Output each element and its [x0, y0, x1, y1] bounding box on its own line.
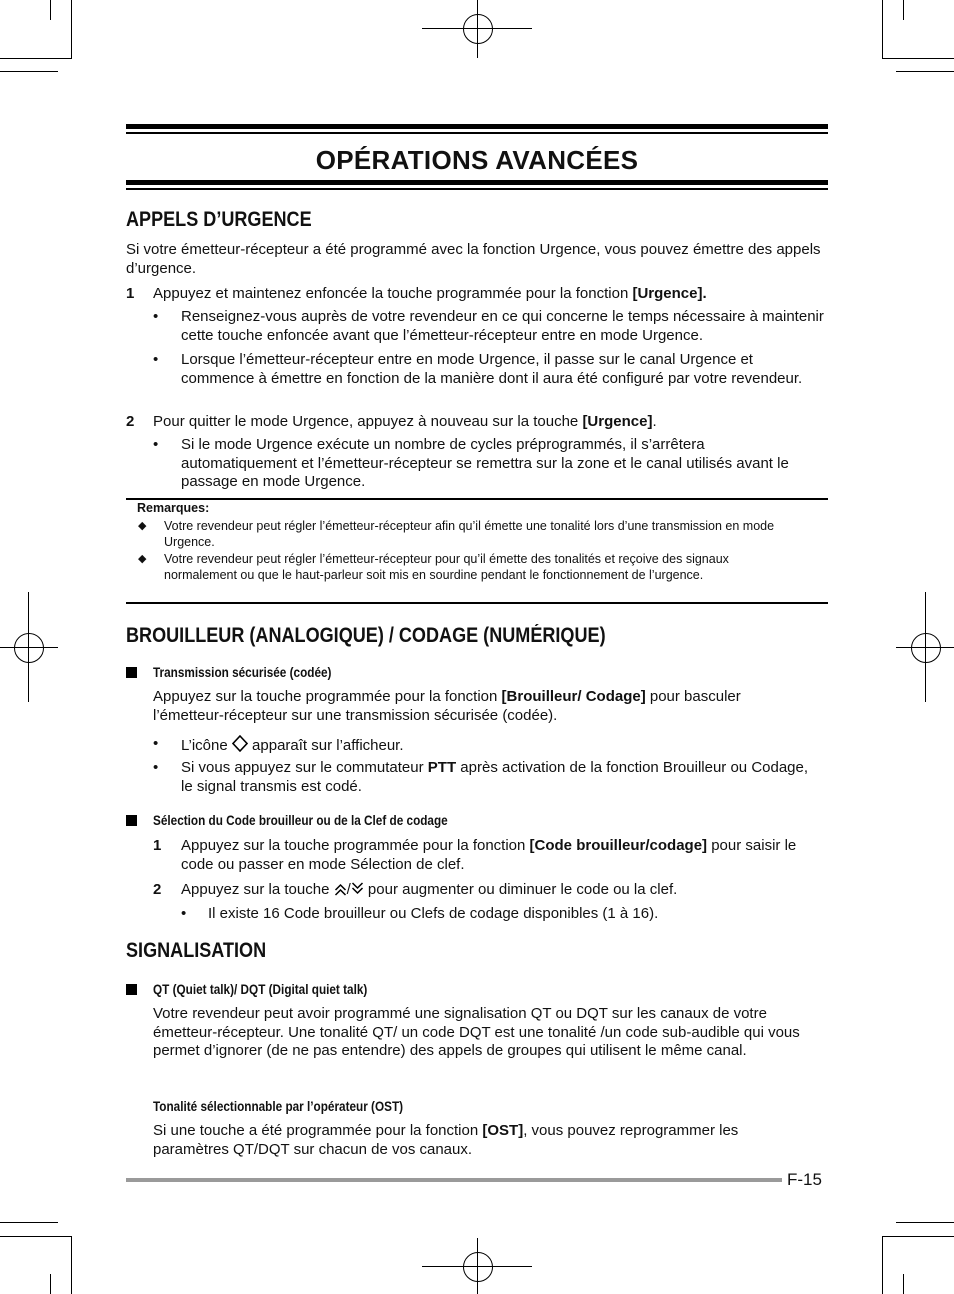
- crop-mark-bottom-left-h: [0, 1222, 58, 1223]
- bullet-glyph: •: [181, 905, 187, 922]
- remarques-note2: Votre revendeur peut régler l’émetteur-récepteur pour qu’il émette des tonalités et reçoive des signaux normalement ou que le haut-parleur soit mis en sourdine pendant le fonctionnement de l’urgence.: [164, 552, 729, 582]
- registration-mark-bottom: [463, 1252, 493, 1282]
- brouilleur-bullet-ptt-a: Si vous appuyez sur le commutateur: [181, 759, 428, 776]
- bullet-glyph: •: [153, 759, 159, 776]
- brouilleur-bullet-icon-a: L’icône: [181, 737, 232, 754]
- ost-text-b: , vous pouvez reprogrammer les paramètres QT/DQT sur chacun de vos canaux.: [153, 1122, 739, 1158]
- crop-mark-top-right-v2: [903, 0, 904, 20]
- up-arrow-key-icon: [334, 882, 347, 902]
- square-bullet: [126, 667, 137, 678]
- crop-mark-top-left-h2: [0, 58, 72, 59]
- crop-mark-top-right-h2: [882, 58, 954, 59]
- brouilleur-step2-number: 2: [153, 881, 162, 898]
- ost-heading: Tonalité sélectionnable par l’opérateur (OST): [153, 1098, 404, 1114]
- scrambler-diamond-icon: [232, 735, 248, 758]
- brouilleur-step2-sep: /: [346, 881, 351, 898]
- crop-mark-bottom-right-h: [896, 1222, 954, 1223]
- registration-mark-top: [463, 14, 493, 44]
- brouilleur-bullet-ptt: [181, 759, 811, 796]
- section-heading-signalisation: SIGNALISATION: [126, 939, 267, 962]
- registration-mark-left: [14, 633, 44, 663]
- title-rule-bottom-thin: [126, 188, 828, 190]
- urgence-step2-key: [Urgence]: [582, 413, 653, 430]
- urgence-step1-bullet2: Lorsque l’émetteur-récepteur entre en mode Urgence, il passe sur le canal Urgence et commence à émettre en fonction de la manière dont il aura été configuré par votre revendeur.: [181, 351, 803, 387]
- brouilleur-bullet-icon: [181, 735, 781, 758]
- crop-mark-top-right-v: [882, 0, 883, 58]
- brouilleur-sub1-text-b: pour basculer l’émetteur-récepteur sur une transmission sécurisée (codée).: [153, 688, 741, 724]
- crop-mark-top-left-v: [71, 0, 72, 58]
- section-heading-urgence: APPELS D’URGENCE: [126, 208, 312, 231]
- remarques-note1: Votre revendeur peut régler l’émetteur-récepteur afin qu’il émette une tonalité lors d’une transmission en mode Urgence.: [164, 519, 775, 549]
- brouilleur-sub1-key: [Brouilleur/ Codage]: [501, 688, 646, 705]
- remarques-rule-top: [126, 498, 828, 500]
- remarques-label: Remarques:: [137, 501, 210, 515]
- crop-mark-bottom-right-v: [882, 1236, 883, 1294]
- brouilleur-step1-b: pour saisir le code ou passer en mode Sélection de clef.: [181, 837, 797, 873]
- bullet-glyph: •: [153, 308, 159, 325]
- crop-mark-bottom-right-v2: [903, 1274, 904, 1294]
- bullet-glyph: •: [153, 735, 159, 752]
- crop-mark-top-left-v2: [50, 0, 51, 20]
- brouilleur-sub2-heading: Sélection du Code brouilleur ou de la Clef de codage: [153, 812, 448, 828]
- urgence-step2-text: Pour quitter le mode Urgence, appuyez à nouveau sur la touche: [153, 413, 583, 430]
- signalisation-sub1-text: Votre revendeur peut avoir programmé une signalisation QT ou DQT sur les canaux de votre émetteur-récepteur. Une tonalité QT/ un code DQT est une tonalité /un code sub-audible qui vous permet d’ignorer (de ne pas entendre) des appels de groupes qui utilisent le même canal.: [153, 1005, 800, 1059]
- brouilleur-step1-key: [Code brouilleur/codage]: [529, 837, 708, 854]
- urgence-step1: [153, 285, 833, 304]
- footer-rule: [126, 1178, 782, 1182]
- brouilleur-sub1-text-a: Appuyez sur la touche programmée pour la fonction: [153, 688, 502, 705]
- crop-mark-bottom-left-h2: [0, 1236, 72, 1237]
- title-rule-top-thick: [126, 124, 828, 129]
- brouilleur-step2: [181, 881, 821, 902]
- urgence-intro: Si votre émetteur-récepteur a été programmé avec la fonction Urgence, vous pouvez émettre des appels d’urgence.: [126, 241, 821, 277]
- title-rule-top-thin: [126, 132, 828, 134]
- crop-mark-top-left-h: [0, 71, 58, 72]
- square-bullet: [126, 815, 137, 826]
- crop-mark-bottom-left-v2: [50, 1274, 51, 1294]
- urgence-step2-end: .: [652, 413, 657, 430]
- brouilleur-sub1-text: [153, 688, 813, 725]
- urgence-step2: [153, 413, 833, 432]
- bullet-glyph: •: [153, 436, 159, 453]
- brouilleur-step1-a: Appuyez sur la touche programmée pour la fonction: [181, 837, 530, 854]
- brouilleur-step1: [181, 837, 811, 874]
- urgence-step2-bullet1: Si le mode Urgence exécute un nombre de cycles préprogrammés, il s’arrêtera automatiquement et l’émetteur-récepteur se remettra sur la zone et le canal utilisés avant le passage en mode Urgence.: [181, 436, 789, 490]
- urgence-step2-number: 2: [126, 413, 135, 430]
- diamond-bullet: ◆: [138, 520, 147, 532]
- page-number: F-15: [787, 1170, 822, 1189]
- ost-text: [153, 1122, 813, 1159]
- down-arrow-key-icon: [351, 882, 364, 902]
- remarques-rule-bottom: [126, 602, 828, 604]
- brouilleur-step2-bullet: Il existe 16 Code brouilleur ou Clefs de codage disponibles (1 à 16).: [208, 905, 659, 922]
- crop-mark-bottom-right-h2: [882, 1236, 954, 1237]
- section-heading-brouilleur: BROUILLEUR (ANALOGIQUE) / CODAGE (NUMÉRIQUE): [126, 624, 606, 647]
- bullet-glyph: •: [153, 351, 159, 368]
- diamond-bullet: ◆: [138, 553, 147, 565]
- urgence-step1-number: 1: [126, 285, 135, 302]
- urgence-step1-text: Appuyez et maintenez enfoncée la touche programmée pour la fonction: [153, 285, 633, 302]
- brouilleur-bullet-ptt-b: après activation de la fonction Brouilleur ou Codage, le signal transmis est codé.: [181, 759, 809, 795]
- crop-mark-bottom-left-v: [71, 1236, 72, 1294]
- brouilleur-bullet-ptt-key: PTT: [427, 759, 457, 776]
- ost-text-a: Si une touche a été programmée pour la fonction: [153, 1122, 483, 1139]
- brouilleur-sub1-heading: Transmission sécurisée (codée): [153, 664, 332, 680]
- brouilleur-step1-number: 1: [153, 837, 162, 854]
- page-title: OPÉRATIONS AVANCÉES: [315, 145, 639, 175]
- ost-key: [OST]: [482, 1122, 524, 1139]
- registration-mark-right: [911, 633, 941, 663]
- title-rule-bottom-thick: [126, 180, 828, 185]
- brouilleur-step2-a: Appuyez sur la touche: [181, 881, 334, 898]
- urgence-step1-key: [Urgence].: [632, 285, 707, 302]
- signalisation-sub1-heading: QT (Quiet talk)/ DQT (Digital quiet talk): [153, 981, 368, 997]
- brouilleur-bullet-icon-b: apparaît sur l’afficheur.: [247, 737, 404, 754]
- square-bullet: [126, 984, 137, 995]
- brouilleur-step2-b: pour augmenter ou diminuer le code ou la clef.: [363, 881, 678, 898]
- crop-mark-top-right-h: [896, 71, 954, 72]
- urgence-step1-bullet1: Renseignez-vous auprès de votre revendeur en ce qui concerne le temps nécessaire à maintenir cette touche enfoncée avant que l’émetteur-récepteur entre en mode Urgence.: [181, 308, 824, 344]
